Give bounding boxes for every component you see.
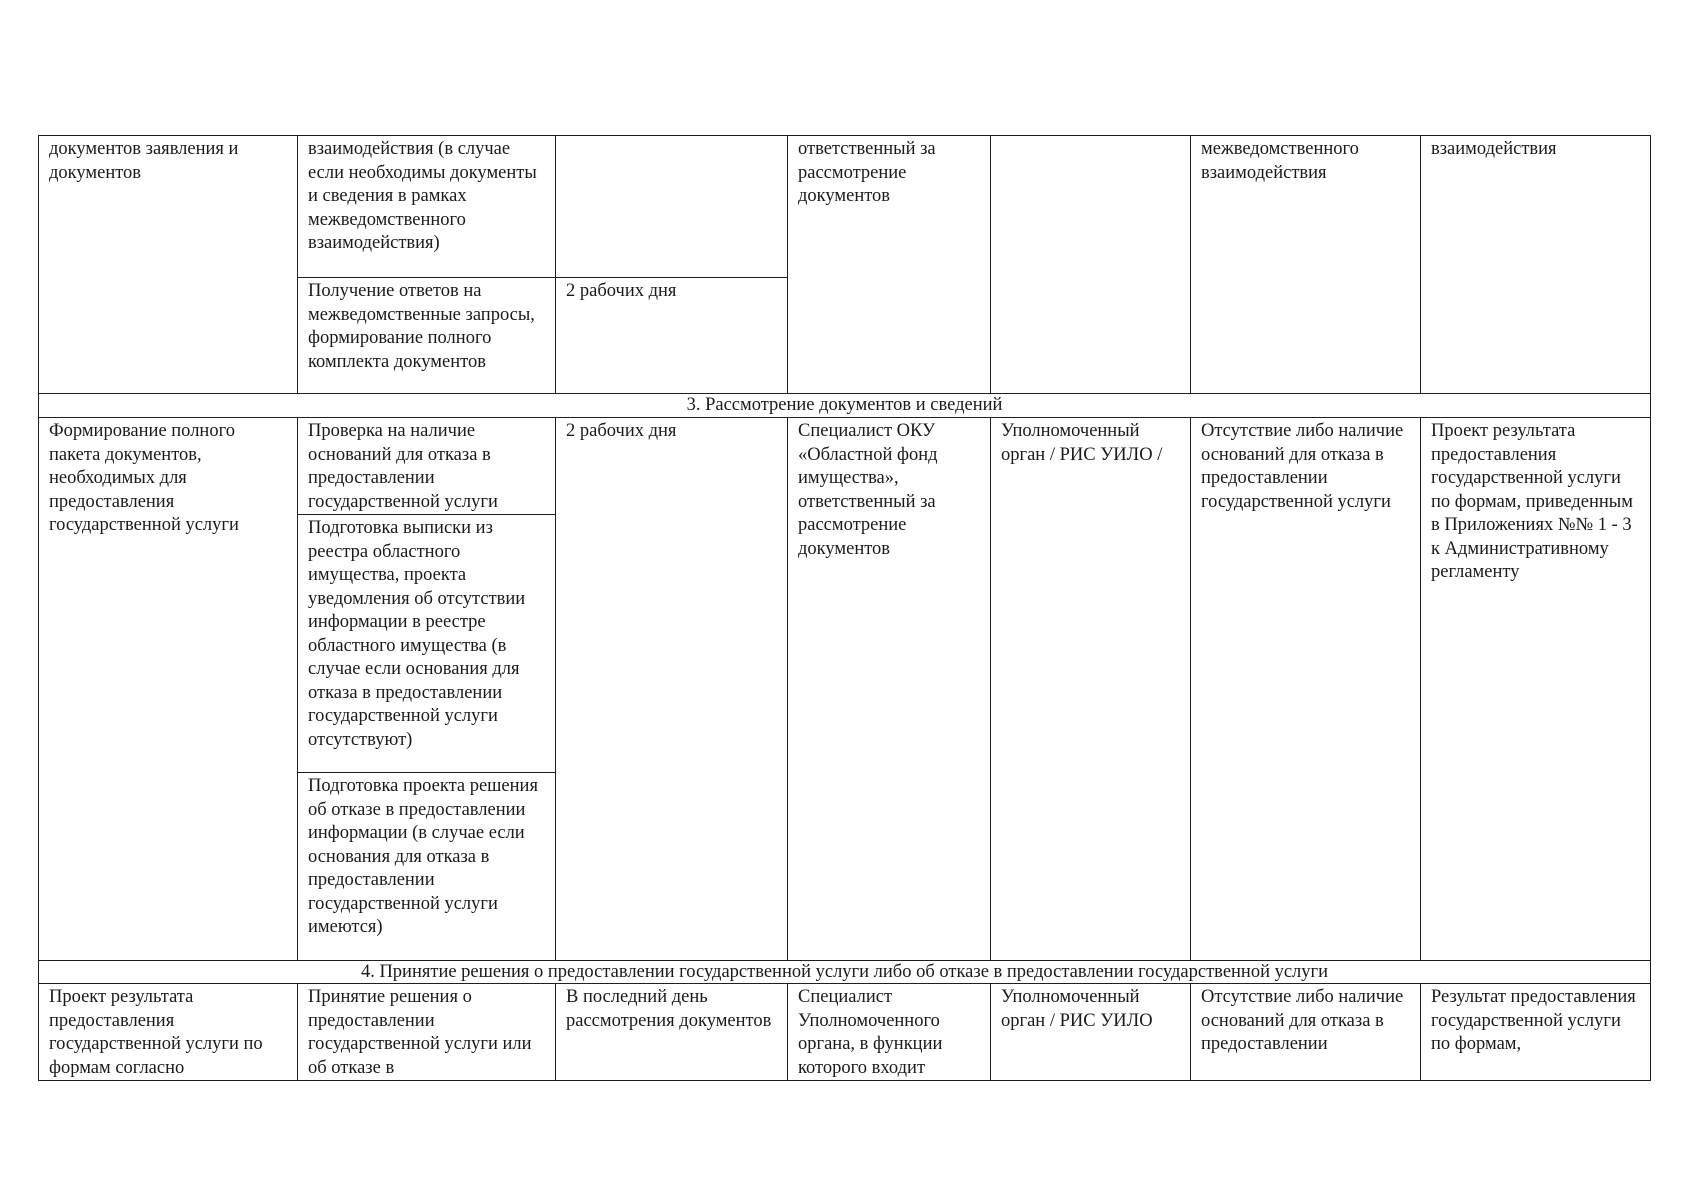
basis-cell: Формирование полного пакета документов, необходимых для предоставления государственной услуги <box>39 418 298 961</box>
section-heading-row <box>39 961 1651 984</box>
action-cell: Принятие решения о предоставлении государственной услуги или об отказе в <box>298 984 556 1081</box>
basis-cell: Проект результата предоставления государственной услуги по формам согласно <box>39 984 298 1081</box>
table-row <box>39 984 1651 1081</box>
term-cell: 2 рабочих дня <box>556 278 788 394</box>
action-cell: взаимодействия (в случае если необходимы документы и сведения в рамках межведомственного взаимодействия) <box>298 136 556 278</box>
criteria-cell: Отсутствие либо наличие оснований для отказа в предоставлении государственной услуги <box>1191 418 1421 961</box>
place-cell: Уполномоченный орган / РИС УИЛО / <box>991 418 1191 961</box>
section-heading-row <box>39 394 1651 418</box>
place-cell: Уполномоченный орган / РИС УИЛО <box>991 984 1191 1081</box>
criteria-cell: Отсутствие либо наличие оснований для отказа в предоставлении <box>1191 984 1421 1081</box>
table-row <box>39 136 1651 278</box>
result-cell: Результат предоставления государственной услуги по формам, <box>1421 984 1651 1081</box>
table-row <box>39 418 1651 515</box>
section-4-heading: 4. Принятие решения о предоставлении государственной услуги либо об отказе в предоставлении государственной услуги <box>39 961 1651 984</box>
responsible-cell: ответственный за рассмотрение документов <box>788 136 991 394</box>
basis-cell: документов заявления и документов <box>39 136 298 394</box>
procedure-table <box>38 135 1651 1081</box>
place-cell <box>991 136 1191 394</box>
section-3-heading: 3. Рассмотрение документов и сведений <box>39 394 1651 418</box>
action-cell: Подготовка проекта решения об отказе в предоставлении информации (в случае если основания для отказа в предоставлении государственной услуги имеются) <box>298 773 556 961</box>
criteria-cell: межведомственного взаимодействия <box>1191 136 1421 394</box>
action-cell: Подготовка выписки из реестра областного имущества, проекта уведомления об отсутствии информации в реестре областного имущества (в случае если основания для отказа в предоставлении государственной услуги отсутствуют) <box>298 515 556 773</box>
action-cell: Получение ответов на межведомственные запросы, формирование полного комплекта документов <box>298 278 556 394</box>
responsible-cell: Специалист ОКУ «Областной фонд имущества», ответственный за рассмотрение документов <box>788 418 991 961</box>
term-cell: В последний день рассмотрения документов <box>556 984 788 1081</box>
term-cell <box>556 136 788 278</box>
result-cell: взаимодействия <box>1421 136 1651 394</box>
responsible-cell: Специалист Уполномоченного органа, в функции которого входит <box>788 984 991 1081</box>
result-cell: Проект результата предоставления государственной услуги по формам, приведенным в Приложениях №№ 1 - 3 к Административному регламенту <box>1421 418 1651 961</box>
term-cell: 2 рабочих дня <box>556 418 788 961</box>
action-cell: Проверка на наличие оснований для отказа в предоставлении государственной услуги <box>298 418 556 515</box>
